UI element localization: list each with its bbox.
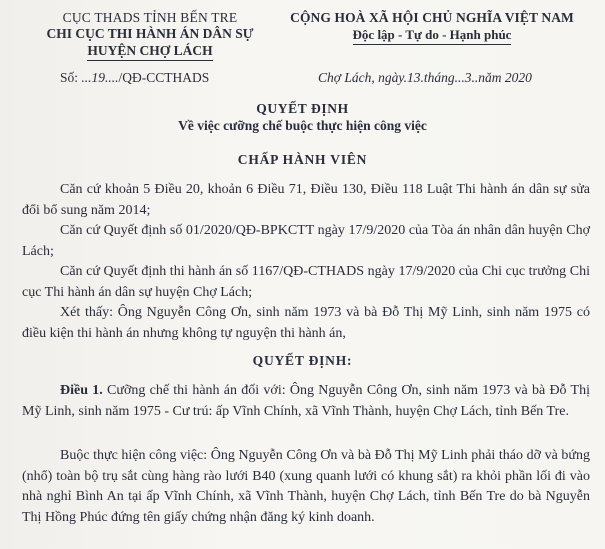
number-prefix: Số: [60,70,82,85]
number-suffix: /QĐ-CCTHADS [118,70,210,85]
article-1-label: Điều 1. [60,383,103,398]
document-date [318,70,532,86]
decision-heading: QUYẾT ĐỊNH: [252,353,353,368]
district-name: HUYỆN CHỢ LÁCH [87,43,212,61]
number-fill: ...19.... [81,70,119,85]
preamble-paragraph-3: Căn cứ Quyết định thi hành án số 1167/QĐ-CTHADS ngày 17/9/2020 của Chi cục trưởng Chi cục Thi hành án dân sự huyện Chợ Lách; [22,264,590,300]
national-motto: Độc lập - Tự do - Hạnh phúc [353,27,512,45]
preamble-paragraph-4: Xét thấy: Ông Nguyễn Công Ơn, sinh năm 1973 và bà Đỗ Thị Mỹ Linh, sinh năm 1975 có điều kiện thi hành án nhưng không tự nguyện thi hành án, [22,305,590,341]
date-mid: tháng... [423,70,465,85]
preamble-paragraph-1: Căn cứ khoản 5 Điều 20, khoản 6 Điều 71, Điều 130, Điều 118 Luật Thi hành án dân sự sửa đổi bổ sung năm 2014; [22,182,590,218]
agency-header [20,10,280,61]
date-day: .13. [403,70,424,85]
issuer-title: CHẤP HÀNH VIÊN [237,152,368,167]
national-header [282,10,582,45]
office-name: CHI CỤC THI HÀNH ÁN DÂN SỰ [46,26,254,41]
date-month: 3 [464,70,472,85]
obligation-paragraph: Buộc thực hiện công việc: Ông Nguyễn Công Ơn và bà Đỗ Thị Mỹ Linh phải tháo dỡ và bứng (nhổ) toàn bộ trụ sắt cùng hàng rào lưới B40 (xung quanh lưới có khung sắt) ra khỏi phần lối đi vào nhà nghỉ Bình An tại ấp Vĩnh Chính, xã Vĩnh Thành, huyện Chợ Lách, tỉnh Bến Tre do bà Nguyễn Thị Hồng Phúc đứng tên giấy chứng nhận đăng ký kinh doanh. [22,448,590,525]
article-1-text: Cưỡng chế thi hành án đối với: Ông Nguyễn Công Ơn, sinh năm 1973 và bà Đỗ Thị Mỹ Linh, sinh năm 1975 - Cư trú: ấp Vĩnh Chính, xã Vĩnh Thành, huyện Chợ Lách, tỉnh Bến Tre. [22,383,591,419]
article-1 [22,381,590,422]
preamble-paragraph-2: Căn cứ Quyết định số 01/2020/QĐ-BPKCTT ngày 17/9/2020 của Tòa án nhân dân huyện Chợ Lách; [22,223,590,259]
nation-name: CỘNG HOÀ XÃ HỘI CHỦ NGHĨA VIỆT NAM [290,10,574,25]
document-number [60,70,209,86]
decision-subject: Về việc cưỡng chế buộc thực hiện công việc [178,118,427,133]
date-prefix: Chợ Lách, ngày [318,70,404,85]
decision-title: QUYẾT ĐỊNH [256,101,349,116]
agency-name: CỤC THADS TỈNH BẾN TRE [62,10,238,25]
date-suffix: ..năm 2020 [471,70,532,85]
